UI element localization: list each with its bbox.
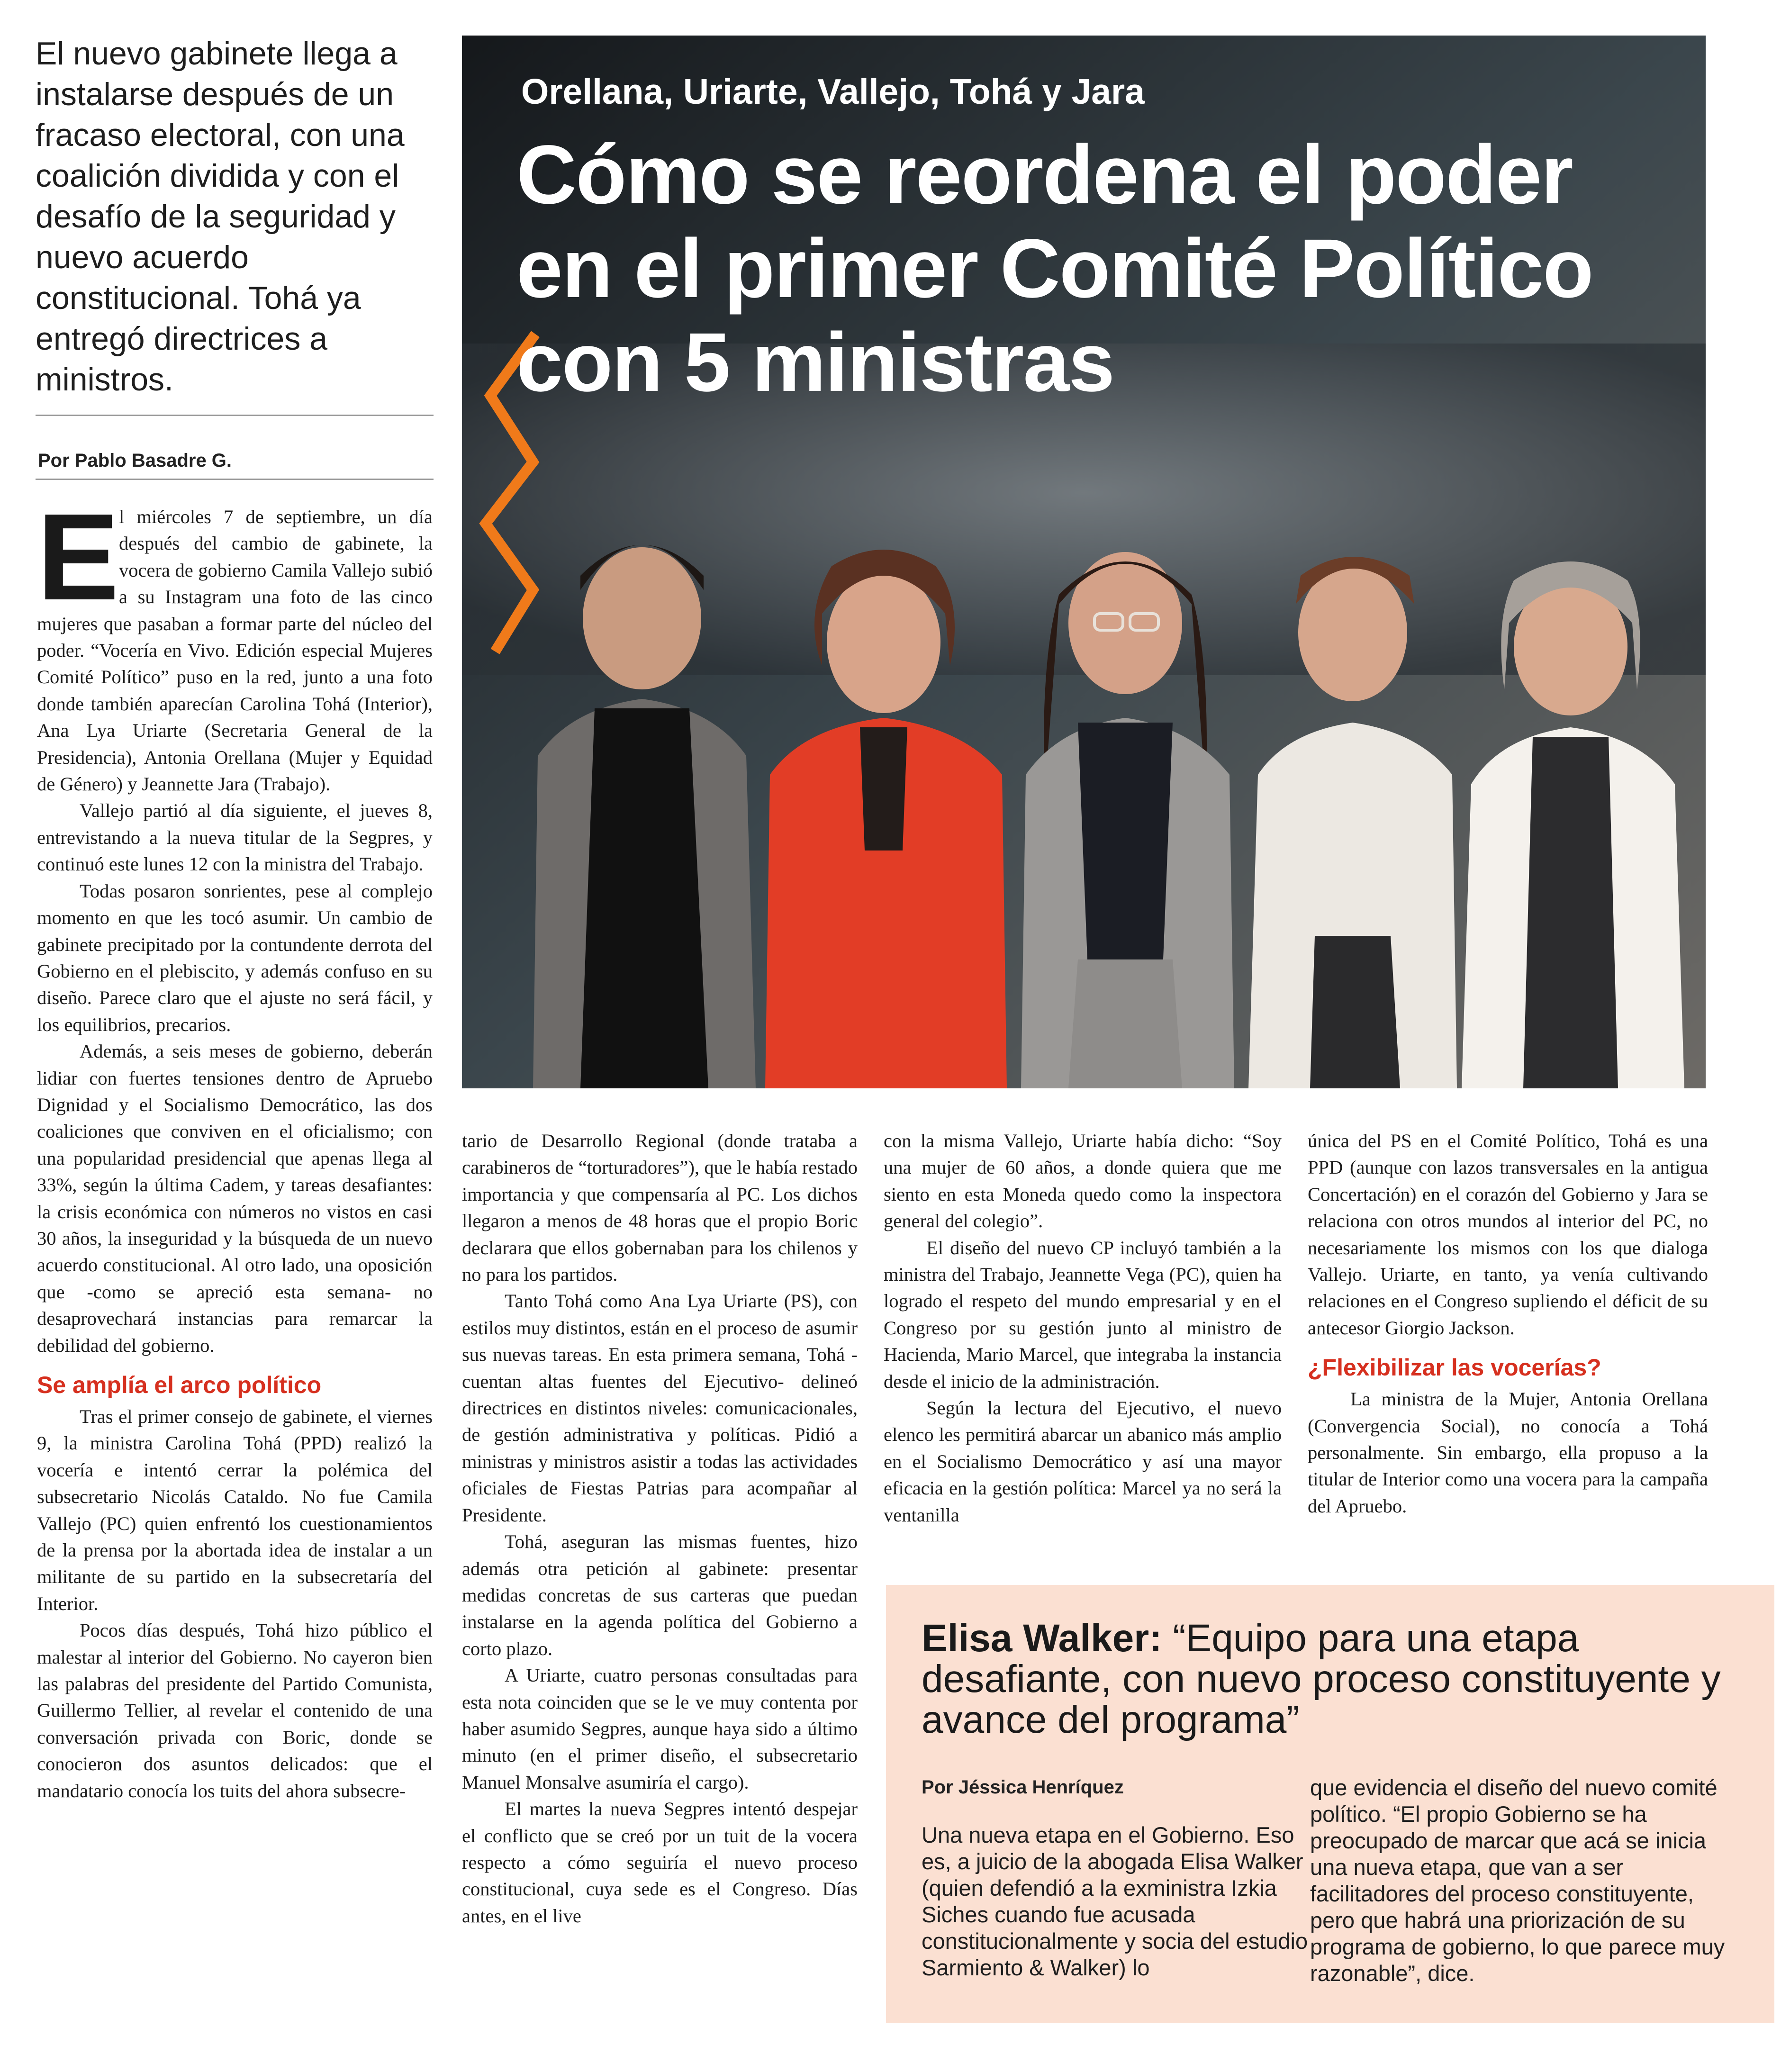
paragraph: Vallejo partió al día siguiente, el jueves 8, entrevistando a la nueva titular de la Segpres, y continuó este lunes 12 con la ministra del Trabajo.	[37, 800, 433, 875]
sidebar-column-2: que evidencia el diseño del nuevo comité político. “El propio Gobierno se ha preocupado de marcar que acá se inicia una nueva etapa, que van a ser facilitadores del proceso constituyente, pero que habrá una priorización de su programa de gobierno, lo que parece muy razonable”, dice.	[1310, 1775, 1725, 1986]
paragraph: tario de Desarrollo Regional (donde trataba a carabineros de “torturadores”), que le había restado importancia y que compensaría al PC. Los dichos llegaron a menos de 48 horas que el propio Boric declarara que ellos gobernaban para los chilenos y no para los partidos.	[462, 1130, 858, 1285]
paragraph: Tohá, aseguran las mismas fuentes, hizo además otra petición al gabinete: presentar medidas concretas de sus carteras que puedan instalarse en la agenda política del Gobierno a corto plazo.	[462, 1531, 858, 1659]
article-column-3	[884, 1128, 1282, 1583]
paragraph: Según la lectura del Ejecutivo, el nuevo elenco les permitirá abarcar un abanico más amplio en el Socialismo Democrático y así una mayor eficacia en la gestión política: Marcel ya no será la ventanilla	[884, 1397, 1282, 1526]
paragraph: con la misma Vallejo, Uriarte había dicho: “Soy una mujer de 60 años, a donde quiera que me siento en esta Moneda quedo como la inspectora general del colegio”.	[884, 1130, 1282, 1232]
paragraph: única del PS en el Comité Político, Tohá es una PPD (aunque con lazos transversales en la antigua Concertación) en el corazón del Gobierno y Jara se relaciona con otros mundos al interior del PC, no necesariamente los mismos con los que dialoga Vallejo. Uriarte, en tanto, ya venía cultivando relaciones en el Congreso supliendo el déficit de su antecesor Giorgio Jackson.	[1308, 1130, 1708, 1339]
sidebar-byline: Por Jéssica Henríquez	[922, 1777, 1124, 1798]
sidebar-title-quote: “Equipo para una etapa desafiante, con nuevo proceso constituyente y avance del programa”	[922, 1617, 1721, 1741]
sidebar-title-name: Elisa Walker:	[922, 1617, 1162, 1660]
paragraph: Pocos días después, Tohá hizo público el malestar al interior del Gobierno. No cayeron bien las palabras del presidente del Partido Comunista, Guillermo Tellier, al revelar el contenido de una conversación privada con Boric, donde se conocieron dos asuntos delicados: que el mandatario conocía los tuits del ahora subsecre-	[37, 1620, 433, 1801]
divider	[36, 415, 434, 416]
paragraph: La ministra de la Mujer, Antonia Orellana (Convergencia Social), no conocía a Tohá personalmente. Sin embargo, ella propuso a la titular de Interior como una vocera para la campaña del Apruebo.	[1308, 1388, 1708, 1517]
lead-summary: El nuevo gabinete llega a instalarse después de un fracaso electoral, con una coalición dividida y con el desafío de la seguridad y nuevo acuerdo constitucional. Tohá ya entregó directrices a ministros.	[36, 36, 405, 398]
paragraph: El martes la nueva Segpres intentó despejar el conflicto que se creó por un tuit de la vocera respecto a cómo seguiría el nuevo proceso constitucional, cuya sede es el Congreso. Días antes, en el live	[462, 1798, 858, 1927]
paragraph: Tanto Tohá como Ana Lya Uriarte (PS), con estilos muy distintos, están en el proceso de asumir sus nuevas tareas. En esta primera semana, Tohá -cuentan altas fuentes del Ejecutivo- delineó directrices en distintos niveles: comunicacionales, de gestión administrativa y políticas. Pidió a ministras y ministros asistir a todas las actividades oficiales de Fiestas Patrias para acompañar al Presidente.	[462, 1290, 858, 1526]
paragraph: Todas posaron sonrientes, pese al complejo momento en que les tocó asumir. Un cambio de gabinete precipitado por la contundente derrota del Gobierno en el plebiscito, y además confuso en su diseño. Parece claro que el ajuste no será fácil, y los equilibrios, precarios.	[37, 880, 433, 1035]
headline: Cómo se reordena el poder en el primer Comité Político con 5 ministras	[516, 128, 1593, 409]
sidebar-title	[922, 1618, 1746, 1740]
author-byline: Por Pablo Basadre G.	[38, 450, 232, 471]
drop-cap: E	[37, 504, 119, 626]
article-column-4	[1308, 1128, 1708, 1583]
headline-kicker: Orellana, Uriarte, Vallejo, Tohá y Jara	[521, 72, 1145, 111]
sidebar-column-1: Una nueva etapa en el Gobierno. Eso es, a juicio de la abogada Elisa Walker (quien defendió a la exministra Izkia Siches cuando fue acusada constitucionalmente y socia del estudio Sarmiento & Walker) lo	[922, 1822, 1308, 1980]
section-subhead: ¿Flexibilizar las vocerías?	[1308, 1354, 1601, 1381]
divider	[36, 479, 434, 480]
paragraph: El diseño del nuevo CP incluyó también a la ministra del Trabajo, Jeannette Vega (PC), quien ha logrado el respeto del mundo empresarial y en el Congreso por su gestión junto al ministro de Hacienda, Mario Marcel, que integraba la instancia desde el inicio de la administración.	[884, 1237, 1282, 1392]
paragraph: A Uriarte, cuatro personas consultadas para esta nota coinciden que se le ve muy contenta por haber asumido Segpres, aunque haya sido a último minuto (en el primer diseño, el subsecretario Manuel Monsalve asumiría el cargo).	[462, 1665, 858, 1793]
paragraph: l miércoles 7 de septiembre, un día después del cambio de gabinete, la vocera de gobierno Camila Vallejo subió a su Instagram una foto de las cinco mujeres que pasaban a formar parte del núcleo del poder. “Vocería en Vivo. Edición especial Mujeres Comité Político” puso en la red, junto a una foto donde también aparecían Carolina Tohá (Interior), Ana Lya Uriarte (Secretaria General de la Presidencia), Antonia Orellana (Mujer y Equidad de Género) y Jeannette Jara (Trabajo).	[37, 506, 433, 795]
article-column-2	[462, 1128, 858, 2028]
section-subhead: Se amplía el arco político	[37, 1372, 322, 1398]
article-column-1	[37, 504, 433, 2010]
paragraph: Además, a seis meses de gobierno, deberán lidiar con fuertes tensiones dentro de Apruebo Dignidad y el Socialismo Democrático, las dos coaliciones que conviven en el oficialismo; con una popularidad presidencial que apenas llega al 33%, según la última Cadem, y tareas desafiantes: la crisis económica con números no vistos en casi 30 años, la inseguridad y la búsqueda de un nuevo acuerdo constitucional. Al otro lado, una oposición que -como se apreció esta semana- no desaprovechará instancias para remarcar la debilidad del gobierno.	[37, 1041, 433, 1356]
paragraph: Tras el primer consejo de gabinete, el viernes 9, la ministra Carolina Tohá (PPD) realizó la vocería e intentó cerrar la polémica del subsecretario Nicolás Cataldo. No fue Camila Vallejo (PC) quien enfrentó los cuestionamientos de la prensa por la abortada idea de instalar a un militante de su partido en la subsecretaría del Interior.	[37, 1406, 433, 1614]
